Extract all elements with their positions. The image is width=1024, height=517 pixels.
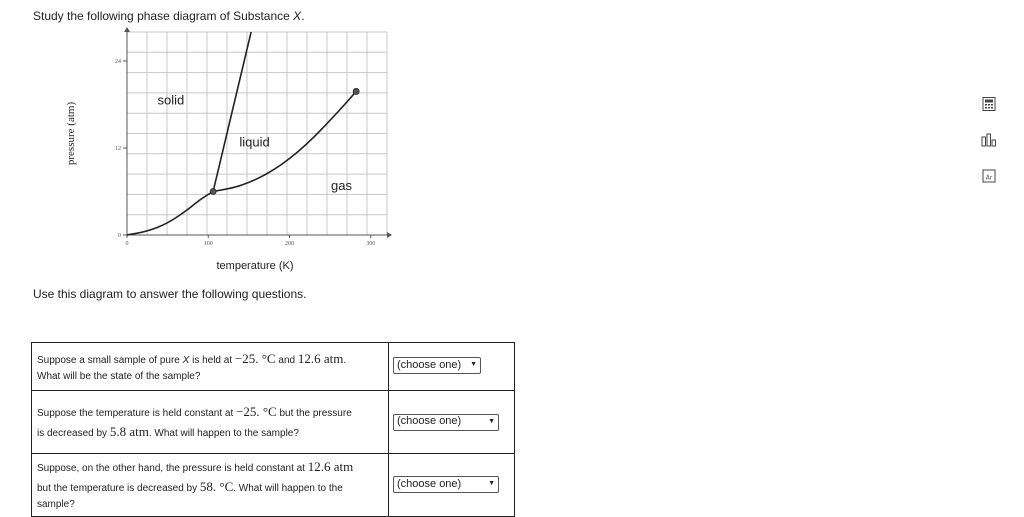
q2-part: but the pressure	[276, 407, 352, 419]
q2-part: Suppose the temperature is held constant at	[37, 407, 237, 419]
answer-cell-1	[389, 343, 515, 391]
q3-part: but the temperature is decreased by	[37, 483, 200, 495]
q3-part: sample?	[37, 499, 75, 511]
q1-part: and	[275, 354, 298, 366]
intro-prefix: Study the following phase diagram of Substance	[33, 9, 294, 23]
answer-select-3-value: (choose one)	[397, 478, 462, 491]
vaporization-curve-line	[213, 91, 356, 194]
y-axis-label: pressure (atm)	[65, 101, 77, 166]
q1-part: Suppose a small sample of pure	[37, 354, 183, 366]
answer-cell-2	[389, 391, 515, 454]
sublimation-curve-line	[127, 192, 213, 236]
phase-diagram	[0, 0, 420, 280]
y-axis-arrow-icon	[124, 27, 130, 32]
question-row-3	[32, 454, 515, 517]
chart-grid	[127, 32, 387, 235]
melting-curve-line	[213, 18, 254, 192]
question-row-1	[32, 343, 515, 391]
tools-sidebar	[980, 95, 1000, 203]
q2-part: . What will happen to the sample?	[148, 428, 299, 439]
question-1-text	[32, 343, 389, 391]
region-label-solid: solid	[157, 92, 185, 108]
critical-point-marker	[353, 88, 359, 94]
instruction-text: Use this diagram to answer the following questions.	[33, 287, 307, 301]
answer-select-1-value: (choose one)	[397, 358, 462, 371]
calculator-icon[interactable]	[980, 95, 998, 113]
x-axis-arrow-icon	[387, 232, 392, 238]
x-axis-label: temperature (K)	[216, 260, 294, 272]
q3-part: Suppose, on the other hand, the pressure is held constant at	[37, 463, 308, 474]
x-tick-label: 300	[366, 241, 376, 247]
q1-substance: X	[182, 354, 190, 366]
x-tick-label: 0	[125, 241, 129, 247]
periodic-table-icon[interactable]	[980, 167, 998, 185]
q1-part: What will be the state of the sample?	[37, 370, 201, 382]
answer-select-1[interactable]	[393, 357, 481, 374]
chevron-down-icon: ▼	[488, 480, 495, 488]
chart-axes	[65, 27, 392, 272]
q3-pressure: 12.6 atm	[307, 459, 354, 474]
q1-part: is held at	[189, 354, 235, 366]
q2-part: is decreased by	[37, 428, 110, 439]
answer-cell-3	[389, 454, 515, 517]
q2-pressure: 5.8 atm	[109, 424, 149, 439]
y-tick-label: 0	[118, 233, 121, 239]
questions-table	[31, 342, 515, 517]
question-2-text	[32, 391, 389, 454]
answer-select-3[interactable]	[393, 476, 499, 493]
answer-select-2-value: (choose one)	[397, 415, 462, 428]
answer-select-2[interactable]	[393, 414, 499, 431]
chart-curves	[127, 18, 359, 236]
question-3-text	[32, 454, 389, 517]
region-label-gas: gas	[331, 178, 352, 194]
question-row-2	[32, 391, 515, 454]
triple-point-marker	[210, 189, 216, 195]
region-label-liquid: liquid	[239, 134, 270, 150]
y-tick-label: 24	[115, 59, 121, 65]
svg-text:Ar: Ar	[985, 174, 993, 182]
q3-part: . What will happen to the	[233, 483, 343, 495]
q3-temperature: 58. °C	[199, 479, 234, 495]
x-tick-label: 200	[285, 241, 294, 247]
substance-name: X	[293, 9, 302, 23]
y-tick-label: 12	[115, 146, 121, 152]
intro-suffix: .	[301, 9, 305, 23]
q1-pressure: 12.6 atm	[297, 350, 344, 366]
chevron-down-icon: ▼	[470, 361, 477, 369]
q2-temperature: −25. °C	[236, 403, 277, 419]
q1-temperature: −25. °C	[234, 350, 276, 366]
q1-part: .	[343, 354, 347, 366]
x-tick-label: 100	[203, 241, 213, 247]
chevron-down-icon: ▼	[488, 417, 495, 425]
bar-chart-icon[interactable]	[980, 131, 998, 149]
